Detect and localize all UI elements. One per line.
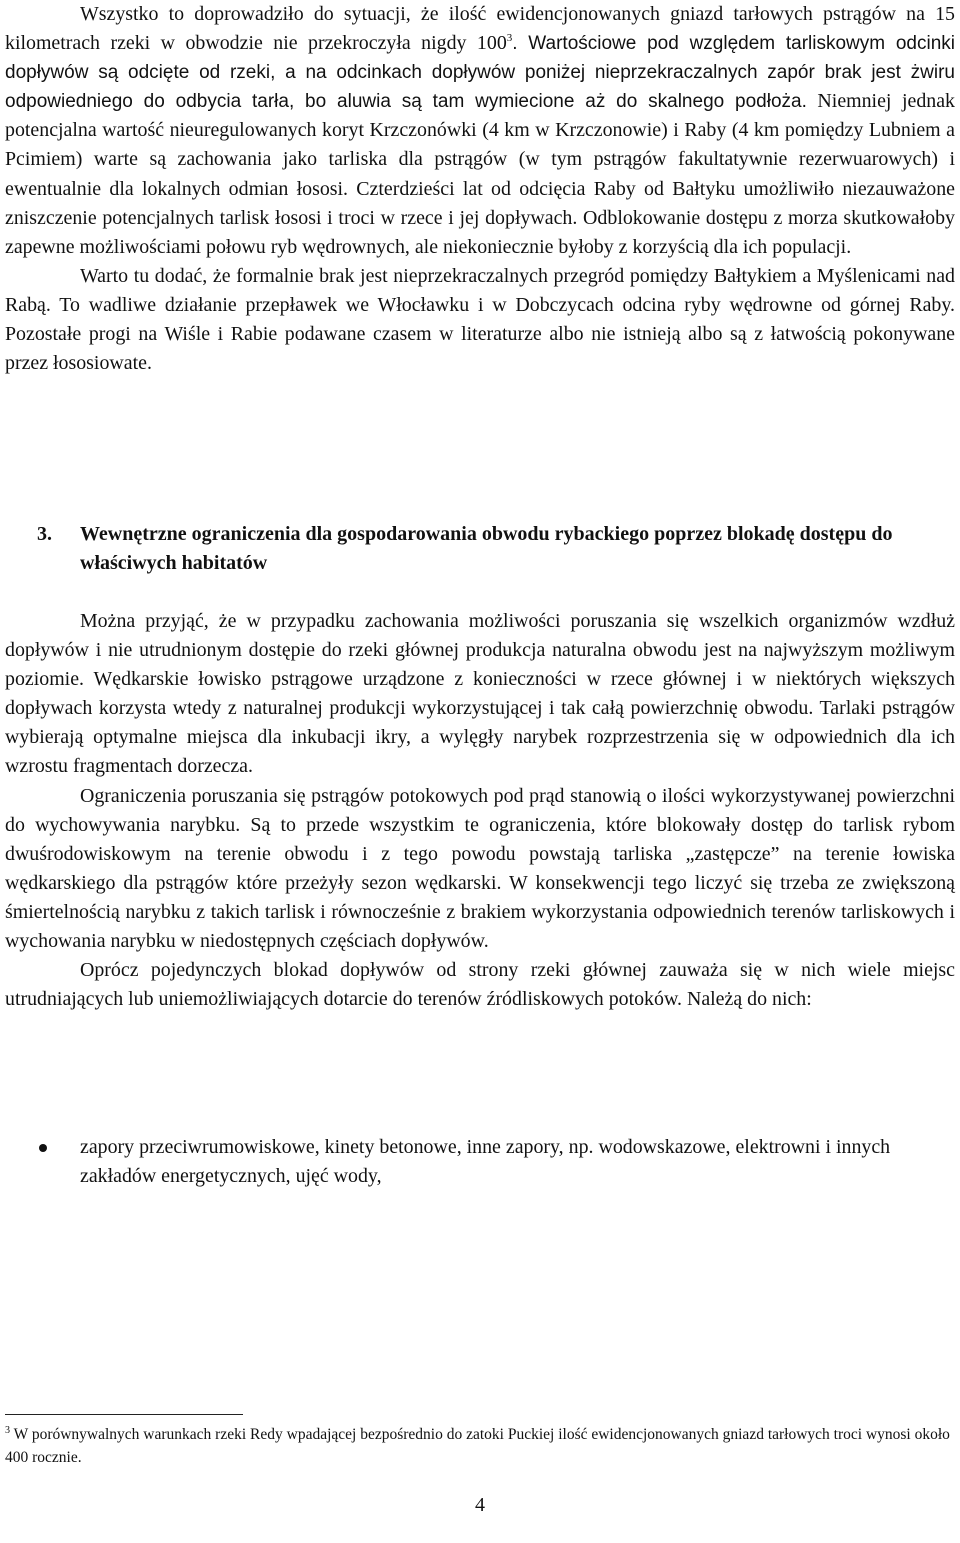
section-text (5, 607, 955, 1014)
footnote (5, 1423, 955, 1469)
paragraph-1-part-d: Czterdzieści lat od odcięcia Raby od Bałtyku umożliwiło niezauważone zniszczenie potencjalnych tarlisk łososi i troci w rzece i jej dopływach. Odblokowanie dostępu z morza skutkowałoby zapewne możliwościami połowu ryb wędrownych, ale niekoniecznie byłoby z korzyścią dla ich populacji. (5, 177, 955, 258)
paragraph-1-part-a: Wszystko to doprowadziło do sytuacji, że ilość ewidencjonowanych gniazd tarłowych pstrągów na 15 kilometrach rzeki w obwodzie nie przekroczyła nigdy 100 (5, 3, 955, 55)
list-item-text: zapory przeciwrumowiskowe, kinety betonowe, inne zapory, np. wodowskazowe, elektrowni i innych zakładów energetycznych, ujęć wody, (80, 1136, 891, 1188)
bullet-list (5, 1133, 955, 1191)
section-title: Wewnętrzne ograniczenia dla gospodarowania obwodu rybackiego poprzez blokadę dostępu do właściwych habitatów (80, 523, 893, 574)
footnote-text: W porównywalnych warunkach rzeki Redy wpadającej bezpośrednio do zatoki Puckiej ilość ewidencjonowanych gniazd tarłowych troci wynosi około 400 rocznie. (5, 1426, 950, 1466)
bullet-icon (39, 1144, 47, 1152)
section-paragraph-2: Ograniczenia poruszania się pstrągów potokowych pod prąd stanowią o ilości wykorzystywanej powierzchni do wychowywania narybku. Są to przede wszystkim te ograniczenia, które blokowały dostęp do tarlisk rybom dwuśrodowiskowym na terenie obwodu i z tego powodu powstają tarliska „zastępcze” na terenie łowiska wędkarskiego dla pstrągów które przeżyły sezon wędkarski. W konsekwencji tego liczyć się trzeba ze zwiększoną śmiertelnością narybku z takich tarlisk i równocześnie z brakiem wykorzystania odpowiednich terenów tarliskowych i wychowania narybku w niedostępnych częściach dopływów. (5, 784, 955, 953)
section-paragraph-3: Oprócz pojedynczych blokad dopływów od strony rzeki głównej zauważa się w nich wiele miejsc utrudniających lub uniemożliwiających dotarcie do terenów źródliskowych potoków. Należą do nich: (5, 959, 955, 1011)
footnote-divider (5, 1414, 243, 1415)
intro-text (5, 0, 955, 378)
page-number: 4 (475, 1494, 485, 1516)
footnote-reference: 3 (506, 32, 513, 45)
paragraph-1 (5, 0, 955, 262)
paragraph-1-part-b: . Wartościowe pod względem tarliskowym odcinki dopływów są odcięte od rzeki, a na odcinkach dopływów poniżej nieprzekraczalnych zapór brak jest żwiru odpowiedniego do odbycia tarła, bo aluwia są tam wymiecione aż do skalnego podłoża. (5, 33, 956, 113)
list-item (5, 1133, 955, 1191)
paragraph-2: Warto tu dodać, że formalnie brak jest nieprzekraczalnych przegród pomiędzy Bałtykiem a Myślenicami nad Rabą. To wadliwe działanie przepławek we Włocławku i w Dobczycach odcina ryby wędrowne od górnej Raby. Pozostałe progi na Wiśle i Rabie podawane czasem w literaturze albo nie istnieją albo są z łatwością pokonywane przez łososiowate. (5, 264, 955, 375)
footnote-marker: 3 (5, 1425, 10, 1436)
section-number: 3. (37, 523, 52, 545)
paragraph-1-part-c: Niemniej jednak potencjalna wartość nieuregulowanych koryt Krzczonówki (4 km w Krzczonowie) i Raby (4 km pomiędzy Lubniem a Pcimiem) warte są zachowania jako tarliska dla pstrągów (w tym pstrągów fakultatywnie rezerwuarowych) i ewentualnie dla lokalnych odmian łososi. (5, 90, 955, 200)
section-paragraph-1: Można przyjąć, że w przypadku zachowania możliwości poruszania się wszelkich organizmów wzdłuż dopływów i nie utrudnionym dostępie do rzeki głównej produkcja naturalna obwodu jest na najwyższym możliwym poziomie. Wędkarskie łowisko pstrągowe urządzone z konieczności w rzece głównej i w niektórych większych dopływach korzysta wtedy z naturalnej produkcji wykorzystującej i tak całą powierzchnię obwodu. Tarlaki pstrągów wybierają optymalne miejsca dla inkubacji ikry, a wylęgły narybek rozprzestrzenia się w odpowiednich dla ich wzrostu fragmentach dorzecza. (5, 610, 955, 778)
